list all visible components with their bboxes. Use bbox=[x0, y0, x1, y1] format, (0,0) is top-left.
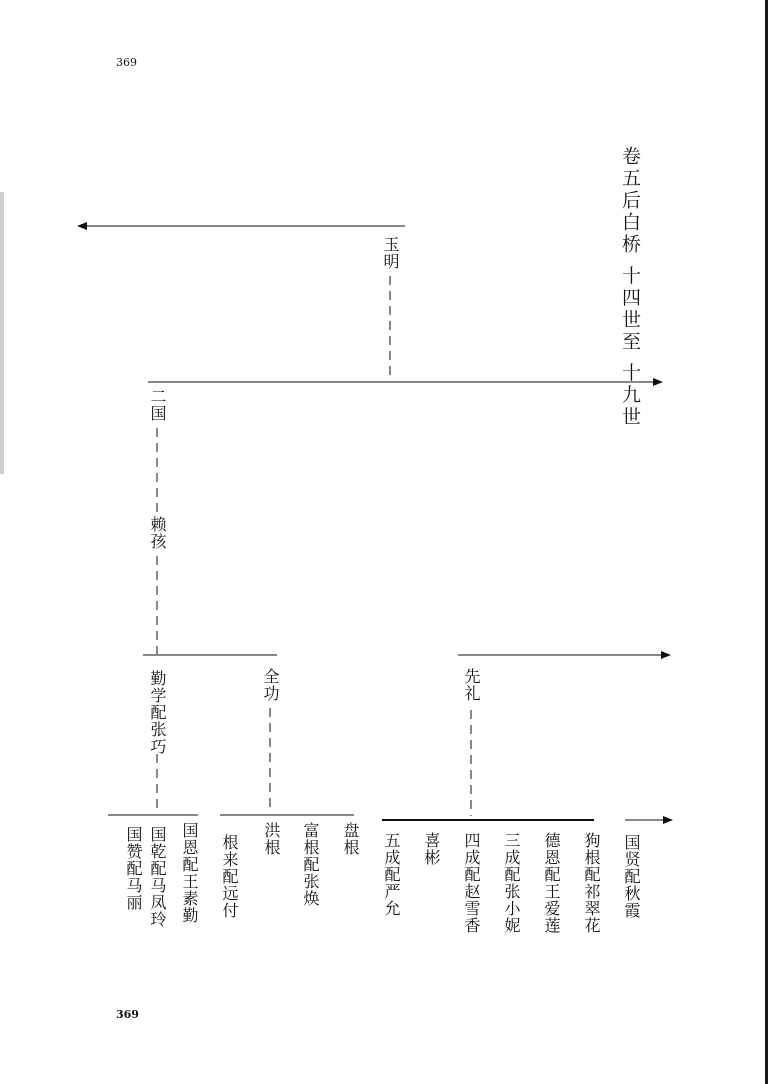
node-wucheng: 五成配严允 bbox=[382, 832, 401, 917]
node-deen: 德恩配王爱莲 bbox=[542, 832, 561, 934]
node-quangong: 全功 bbox=[261, 668, 280, 702]
node-guozan: 国赞配马丽 bbox=[124, 826, 143, 911]
node-fugen: 富根配张焕 bbox=[301, 822, 320, 907]
node-xibin: 喜彬 bbox=[422, 832, 441, 866]
node-pangen: 盘根 bbox=[341, 822, 360, 856]
node-yuming: 玉明 bbox=[381, 236, 400, 270]
node-guoxian: 国贤配秋霞 bbox=[622, 834, 641, 919]
page-number-bottom: 369 bbox=[116, 1008, 139, 1021]
node-sancheng: 三成配张小妮 bbox=[502, 832, 521, 934]
node-qinxue: 勤学配张巧 bbox=[148, 670, 167, 755]
node-xianli: 先礼 bbox=[462, 668, 481, 702]
node-mougen: 狗根配祁翠花 bbox=[582, 832, 601, 934]
node-guoen: 国恩配王素勤 bbox=[180, 822, 199, 924]
node-honggen: 洪根 bbox=[262, 822, 281, 856]
volume-title: 卷五后白桥 十四世至 十九世 bbox=[619, 146, 641, 429]
page-number-top: 369 bbox=[116, 56, 137, 69]
node-genlai: 根来配远付 bbox=[220, 834, 239, 919]
node-guoqian: 国乾配马凤玲 bbox=[148, 826, 167, 928]
node-erguo: 二国 bbox=[148, 388, 167, 422]
node-sicheng: 四成配赵雪香 bbox=[462, 832, 481, 934]
node-laihai: 赖孩 bbox=[148, 516, 167, 550]
